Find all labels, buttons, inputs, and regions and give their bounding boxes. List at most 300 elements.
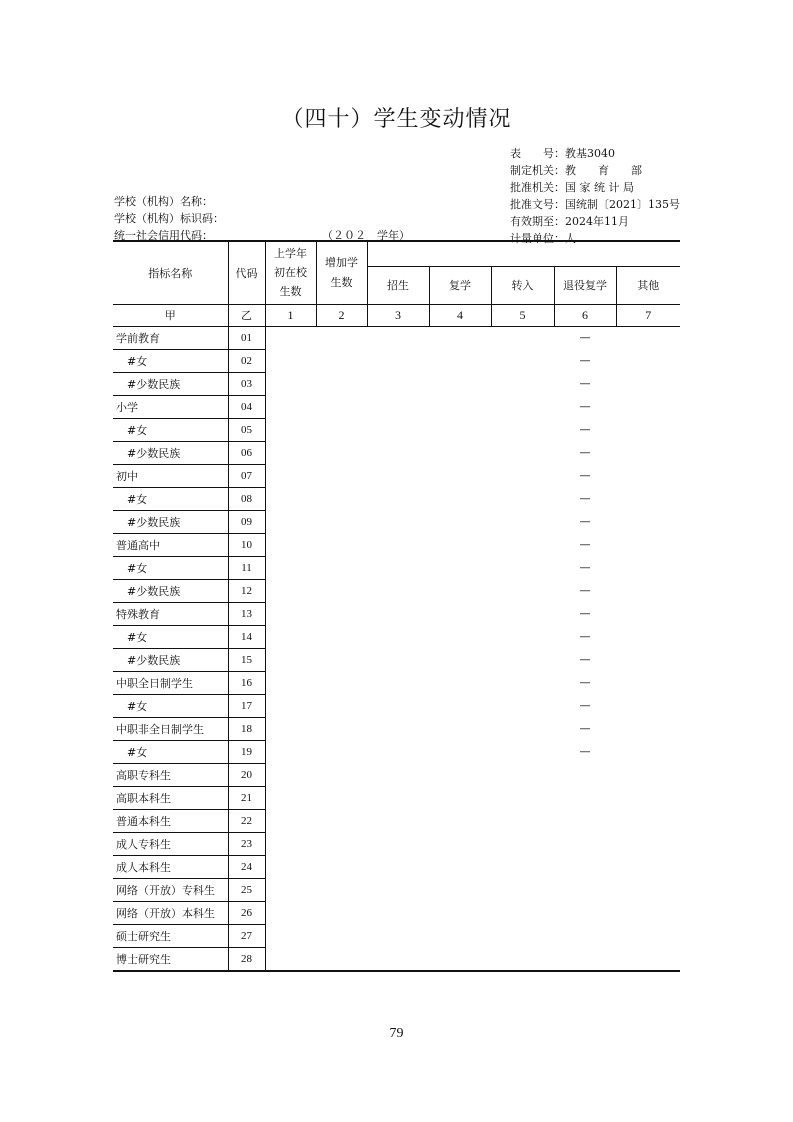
header-code: 代码 [228, 241, 265, 304]
table-row [113, 533, 680, 556]
row-label: 普通本科生 [113, 809, 228, 832]
page-title: （四十）学生变动情况 [281, 107, 512, 132]
row-empty-cell [316, 395, 367, 418]
row-empty-cell [367, 441, 429, 464]
table-row [113, 395, 680, 418]
row-empty-cell [616, 740, 680, 763]
row-code: 16 [228, 671, 265, 694]
credit-code-label: 统一社会信用代码： [114, 229, 213, 242]
table-row [113, 579, 680, 602]
table-row [113, 855, 680, 878]
row-dash-cell: — [579, 469, 591, 482]
row-label: 成人本科生 [113, 855, 228, 878]
row-code: 13 [228, 602, 265, 625]
row-dash-cell: — [579, 400, 591, 413]
form-meta [510, 145, 680, 247]
row-empty-cell [316, 878, 367, 901]
row-label: 硕士研究生 [113, 924, 228, 947]
row-dash-cell: — [579, 538, 591, 551]
row-empty-cell [367, 648, 429, 671]
row-empty-cell [265, 349, 316, 372]
row-empty-cell [429, 487, 491, 510]
row-dash-cell [554, 901, 616, 924]
col-number: 6 [554, 304, 616, 326]
row-code: 06 [228, 441, 265, 464]
row-dash-cell [554, 947, 616, 971]
row-empty-cell [265, 809, 316, 832]
table-row [113, 464, 680, 487]
header-increase: 增加学生数 [316, 241, 367, 304]
col-number: 2 [316, 304, 367, 326]
row-empty-cell [616, 648, 680, 671]
row-empty-cell [367, 855, 429, 878]
row-code: 20 [228, 763, 265, 786]
row-empty-cell [616, 556, 680, 579]
row-empty-cell [316, 924, 367, 947]
row-dash-cell [554, 763, 616, 786]
school-year: （２０２ 学年） [322, 229, 410, 242]
row-code: 22 [228, 809, 265, 832]
table-row [113, 372, 680, 395]
row-empty-cell [616, 717, 680, 740]
row-empty-cell [491, 878, 554, 901]
school-id-label: 学校（机构）标识码： [114, 212, 224, 225]
row-empty-cell [491, 464, 554, 487]
row-empty-cell [265, 418, 316, 441]
row-empty-cell [367, 671, 429, 694]
row-empty-cell [429, 671, 491, 694]
row-empty-cell [367, 395, 429, 418]
table-row [113, 832, 680, 855]
row-code: 07 [228, 464, 265, 487]
row-empty-cell [316, 717, 367, 740]
row-empty-cell [367, 947, 429, 971]
row-empty-cell [316, 855, 367, 878]
row-dash-cell [554, 855, 616, 878]
row-label: 博士研究生 [113, 947, 228, 971]
page-number: 79 [389, 1026, 404, 1041]
row-dash-cell: — [579, 515, 591, 528]
measure-unit: 计量单位：人 [510, 232, 576, 245]
row-empty-cell [367, 763, 429, 786]
row-empty-cell [367, 694, 429, 717]
row-empty-cell [316, 694, 367, 717]
row-empty-cell [316, 487, 367, 510]
row-label: 小学 [113, 395, 228, 418]
row-empty-cell [316, 671, 367, 694]
row-empty-cell [367, 487, 429, 510]
row-empty-cell [316, 763, 367, 786]
row-empty-cell [316, 326, 367, 349]
header-jia: 甲 [113, 304, 228, 326]
row-empty-cell [316, 510, 367, 533]
row-code: 01 [228, 326, 265, 349]
row-code: 03 [228, 372, 265, 395]
row-empty-cell [429, 832, 491, 855]
row-label: #女 [113, 740, 228, 763]
row-dash-cell: — [579, 492, 591, 505]
table-row [113, 901, 680, 924]
row-empty-cell [367, 740, 429, 763]
table-row [113, 809, 680, 832]
header-indicator: 指标名称 [113, 241, 228, 304]
row-empty-cell [316, 579, 367, 602]
form-maker: 制定机关：教 育 部 [510, 164, 642, 177]
row-empty-cell [429, 740, 491, 763]
table-row [113, 418, 680, 441]
row-empty-cell [367, 510, 429, 533]
row-empty-cell [616, 418, 680, 441]
row-empty-cell [491, 809, 554, 832]
row-empty-cell [265, 740, 316, 763]
row-code: 27 [228, 924, 265, 947]
row-code: 15 [228, 648, 265, 671]
col-number: 5 [491, 304, 554, 326]
row-empty-cell [265, 717, 316, 740]
row-empty-cell [491, 694, 554, 717]
row-empty-cell [265, 671, 316, 694]
row-code: 04 [228, 395, 265, 418]
row-empty-cell [429, 326, 491, 349]
row-empty-cell [429, 418, 491, 441]
row-empty-cell [316, 901, 367, 924]
row-empty-cell [429, 694, 491, 717]
row-empty-cell [265, 947, 316, 971]
row-empty-cell [316, 602, 367, 625]
row-empty-cell [491, 901, 554, 924]
row-empty-cell [429, 349, 491, 372]
row-dash-cell: — [579, 607, 591, 620]
header-other: 其他 [616, 266, 680, 304]
row-empty-cell [429, 533, 491, 556]
table-row [113, 671, 680, 694]
row-empty-cell [316, 740, 367, 763]
table-row [113, 510, 680, 533]
row-empty-cell [616, 924, 680, 947]
row-code: 21 [228, 786, 265, 809]
row-empty-cell [316, 648, 367, 671]
row-empty-cell [491, 487, 554, 510]
row-empty-cell [491, 717, 554, 740]
row-empty-cell [616, 694, 680, 717]
header-last-year: 上学年初在校生数 [265, 241, 316, 304]
header-yi: 乙 [228, 304, 265, 326]
row-empty-cell [265, 763, 316, 786]
approval-document: 批准文号：国统制〔2021〕135号 [510, 198, 680, 211]
row-dash-cell: — [579, 699, 591, 712]
row-empty-cell [616, 510, 680, 533]
row-dash-cell [554, 809, 616, 832]
row-empty-cell [367, 924, 429, 947]
row-empty-cell [491, 671, 554, 694]
row-code: 17 [228, 694, 265, 717]
table-row [113, 694, 680, 717]
row-dash-cell: — [579, 722, 591, 735]
row-empty-cell [429, 786, 491, 809]
row-empty-cell [429, 901, 491, 924]
row-code: 28 [228, 947, 265, 971]
row-label: 高职本科生 [113, 786, 228, 809]
row-empty-cell [429, 602, 491, 625]
row-label: 高职专科生 [113, 763, 228, 786]
row-empty-cell [616, 809, 680, 832]
row-empty-cell [367, 556, 429, 579]
row-empty-cell [616, 602, 680, 625]
col-number: 7 [616, 304, 680, 326]
form-number: 表 号：教基3040 [510, 147, 615, 160]
row-label: #女 [113, 349, 228, 372]
row-empty-cell [491, 786, 554, 809]
row-empty-cell [265, 579, 316, 602]
row-empty-cell [429, 556, 491, 579]
row-empty-cell [491, 740, 554, 763]
row-code: 18 [228, 717, 265, 740]
row-code: 02 [228, 349, 265, 372]
row-empty-cell [265, 326, 316, 349]
row-empty-cell [616, 901, 680, 924]
table-row [113, 947, 680, 971]
row-empty-cell [316, 556, 367, 579]
row-dash-cell: — [579, 745, 591, 758]
row-dash-cell: — [579, 676, 591, 689]
header-resume: 复学 [429, 266, 491, 304]
row-empty-cell [265, 924, 316, 947]
row-empty-cell [616, 487, 680, 510]
row-empty-cell [429, 579, 491, 602]
school-name-label: 学校（机构）名称： [114, 195, 213, 208]
row-empty-cell [491, 947, 554, 971]
row-empty-cell [367, 878, 429, 901]
row-empty-cell [491, 602, 554, 625]
row-empty-cell [429, 625, 491, 648]
row-empty-cell [429, 648, 491, 671]
row-empty-cell [367, 625, 429, 648]
row-empty-cell [367, 533, 429, 556]
row-empty-cell [429, 717, 491, 740]
row-code: 26 [228, 901, 265, 924]
row-empty-cell [265, 602, 316, 625]
row-empty-cell [265, 832, 316, 855]
row-empty-cell [367, 372, 429, 395]
row-empty-cell [265, 901, 316, 924]
row-dash-cell: — [579, 584, 591, 597]
row-dash-cell [554, 924, 616, 947]
row-code: 11 [228, 556, 265, 579]
row-empty-cell [265, 395, 316, 418]
row-empty-cell [491, 625, 554, 648]
row-label: #少数民族 [113, 648, 228, 671]
row-empty-cell [316, 372, 367, 395]
row-empty-cell [491, 855, 554, 878]
row-empty-cell [367, 832, 429, 855]
row-empty-cell [429, 464, 491, 487]
row-code: 05 [228, 418, 265, 441]
table-row [113, 625, 680, 648]
school-meta [114, 193, 224, 244]
row-label: 初中 [113, 464, 228, 487]
row-empty-cell [429, 510, 491, 533]
row-label: 网络（开放）专科生 [113, 878, 228, 901]
row-empty-cell [429, 947, 491, 971]
row-empty-cell [265, 556, 316, 579]
row-empty-cell [316, 832, 367, 855]
row-empty-cell [265, 694, 316, 717]
row-empty-cell [491, 579, 554, 602]
row-label: 中职全日制学生 [113, 671, 228, 694]
row-label: 学前教育 [113, 326, 228, 349]
row-empty-cell [429, 372, 491, 395]
table-row [113, 717, 680, 740]
row-empty-cell [316, 625, 367, 648]
row-label: #少数民族 [113, 510, 228, 533]
row-empty-cell [316, 441, 367, 464]
row-empty-cell [265, 625, 316, 648]
row-label: #少数民族 [113, 372, 228, 395]
row-empty-cell [316, 464, 367, 487]
student-change-table [113, 240, 680, 972]
table-row [113, 487, 680, 510]
row-label: 普通高中 [113, 533, 228, 556]
row-empty-cell [265, 464, 316, 487]
row-label: #女 [113, 487, 228, 510]
row-label: 中职非全日制学生 [113, 717, 228, 740]
row-empty-cell [367, 418, 429, 441]
row-empty-cell [429, 763, 491, 786]
row-empty-cell [265, 487, 316, 510]
row-empty-cell [616, 464, 680, 487]
table-row [113, 441, 680, 464]
row-empty-cell [616, 372, 680, 395]
row-empty-cell [491, 648, 554, 671]
row-empty-cell [265, 786, 316, 809]
row-code: 19 [228, 740, 265, 763]
row-empty-cell [491, 395, 554, 418]
row-empty-cell [265, 441, 316, 464]
table-row [113, 648, 680, 671]
row-empty-cell [491, 556, 554, 579]
row-empty-cell [616, 326, 680, 349]
row-empty-cell [616, 441, 680, 464]
row-empty-cell [367, 602, 429, 625]
row-label: 特殊教育 [113, 602, 228, 625]
row-empty-cell [367, 901, 429, 924]
row-empty-cell [429, 855, 491, 878]
row-dash-cell: — [579, 630, 591, 643]
col-number: 4 [429, 304, 491, 326]
row-empty-cell [491, 441, 554, 464]
row-empty-cell [265, 372, 316, 395]
row-dash-cell [554, 878, 616, 901]
row-empty-cell [616, 786, 680, 809]
header-veteran-resume: 退役复学 [554, 266, 616, 304]
row-empty-cell [491, 763, 554, 786]
table-row [113, 740, 680, 763]
row-empty-cell [491, 924, 554, 947]
row-empty-cell [265, 855, 316, 878]
table-row [113, 602, 680, 625]
row-dash-cell [554, 786, 616, 809]
row-empty-cell [616, 625, 680, 648]
row-label: #少数民族 [113, 441, 228, 464]
table-row [113, 326, 680, 349]
table-row [113, 878, 680, 901]
row-empty-cell [616, 855, 680, 878]
row-empty-cell [616, 763, 680, 786]
row-empty-cell [367, 464, 429, 487]
row-empty-cell [367, 717, 429, 740]
row-code: 25 [228, 878, 265, 901]
row-empty-cell [367, 579, 429, 602]
row-empty-cell [316, 418, 367, 441]
row-empty-cell [616, 349, 680, 372]
row-label: #女 [113, 556, 228, 579]
header-enroll: 招生 [367, 266, 429, 304]
row-label: 网络（开放）本科生 [113, 901, 228, 924]
row-empty-cell [367, 809, 429, 832]
row-label: #女 [113, 625, 228, 648]
row-empty-cell [367, 326, 429, 349]
table-row [113, 763, 680, 786]
row-empty-cell [265, 533, 316, 556]
row-empty-cell [429, 878, 491, 901]
row-dash-cell: — [579, 354, 591, 367]
row-empty-cell [491, 533, 554, 556]
row-empty-cell [616, 832, 680, 855]
header-transfer-in: 转入 [491, 266, 554, 304]
row-dash-cell [554, 832, 616, 855]
row-empty-cell [429, 395, 491, 418]
row-dash-cell: — [579, 561, 591, 574]
row-empty-cell [367, 786, 429, 809]
row-code: 24 [228, 855, 265, 878]
row-code: 10 [228, 533, 265, 556]
row-empty-cell [491, 349, 554, 372]
row-dash-cell: — [579, 653, 591, 666]
row-empty-cell [265, 648, 316, 671]
row-empty-cell [491, 418, 554, 441]
table-row [113, 786, 680, 809]
row-code: 09 [228, 510, 265, 533]
row-code: 08 [228, 487, 265, 510]
row-empty-cell [316, 349, 367, 372]
row-empty-cell [429, 441, 491, 464]
row-empty-cell [316, 786, 367, 809]
row-empty-cell [367, 349, 429, 372]
row-empty-cell [616, 947, 680, 971]
row-empty-cell [616, 395, 680, 418]
valid-until: 有效期至：2024年11月 [510, 215, 629, 228]
table-row [113, 349, 680, 372]
row-empty-cell [316, 533, 367, 556]
row-label: #女 [113, 418, 228, 441]
row-dash-cell: — [579, 423, 591, 436]
row-empty-cell [616, 533, 680, 556]
row-label: #女 [113, 694, 228, 717]
row-code: 14 [228, 625, 265, 648]
row-empty-cell [491, 372, 554, 395]
row-empty-cell [616, 579, 680, 602]
table-row [113, 924, 680, 947]
row-dash-cell: — [579, 446, 591, 459]
row-empty-cell [316, 809, 367, 832]
table-row [113, 556, 680, 579]
row-label: 成人专科生 [113, 832, 228, 855]
row-code: 23 [228, 832, 265, 855]
col-number: 3 [367, 304, 429, 326]
row-dash-cell: — [579, 331, 591, 345]
row-empty-cell [491, 326, 554, 349]
col-number: 1 [265, 304, 316, 326]
